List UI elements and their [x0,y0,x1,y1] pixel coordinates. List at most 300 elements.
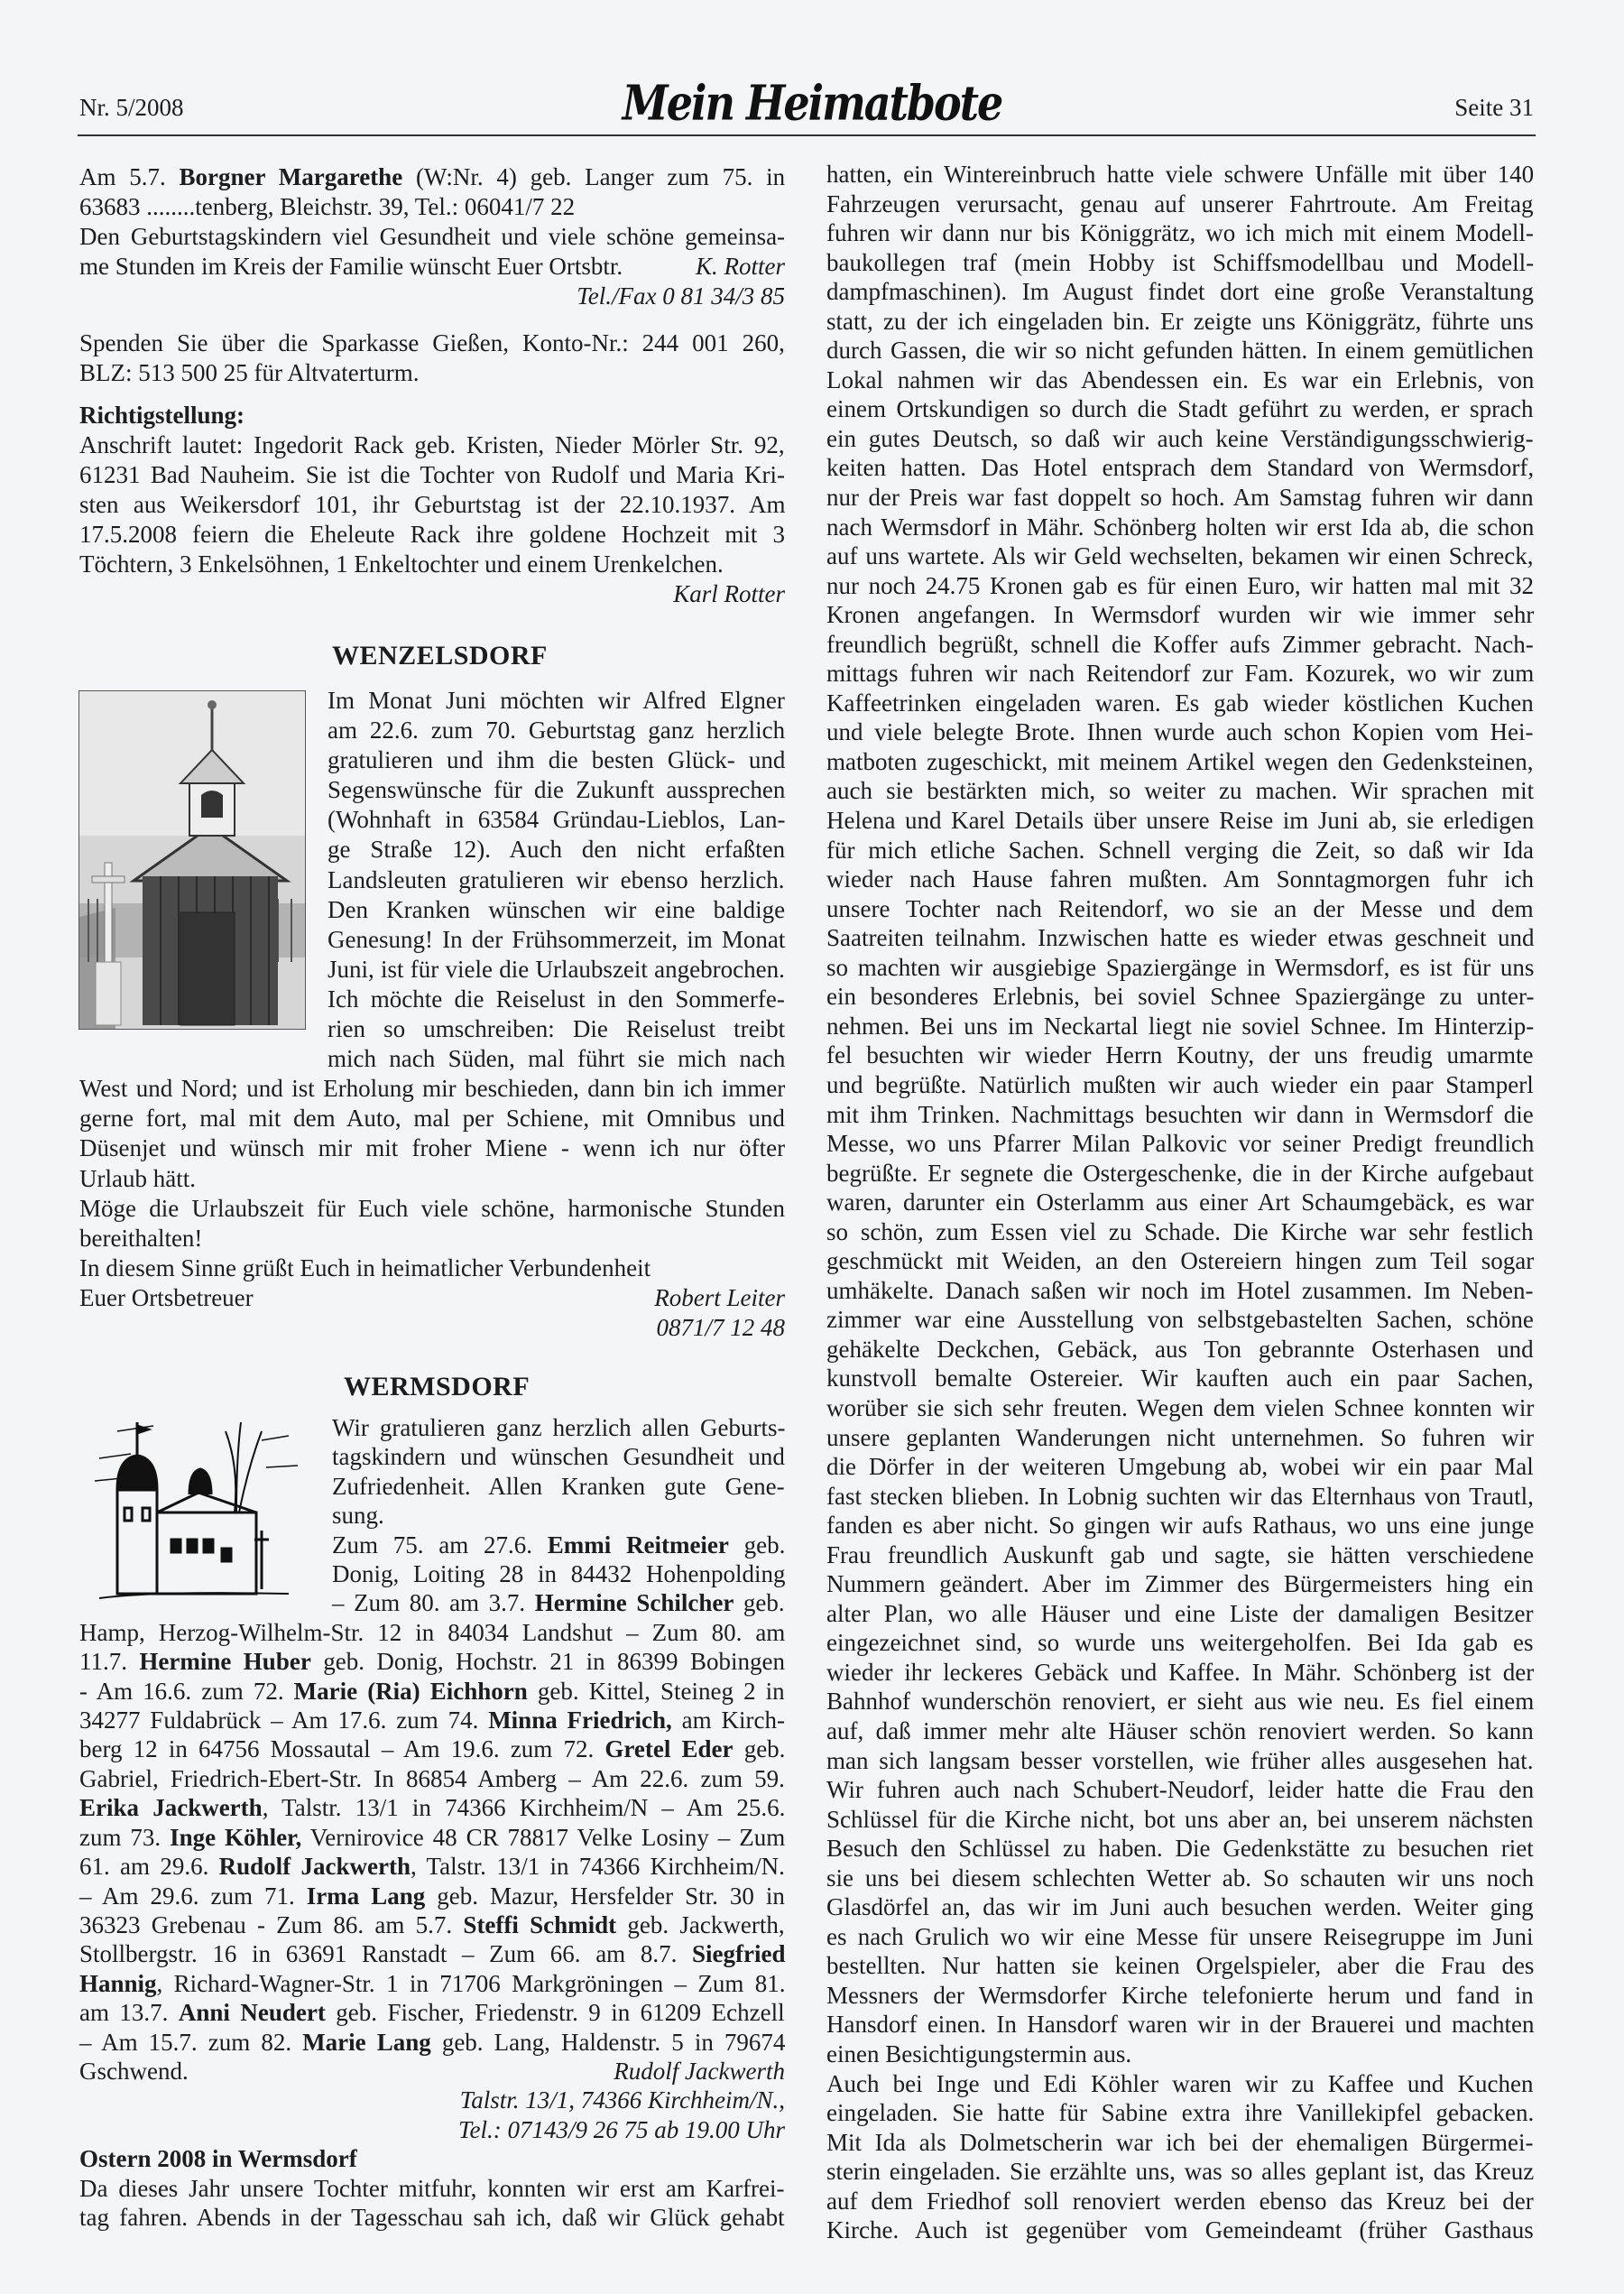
text-span: Zum 75. am 27.6. [332,1531,548,1559]
text-span: (W:Nr. 4) geb. Langer zum 75. in [402,163,786,190]
text-line [826,1159,1534,1189]
text-line [826,1482,1534,1512]
text-line [826,894,1534,924]
text-span: auch sie bestärkten mich, so weiter zu machen. Wir sprachen mit [826,777,1535,805]
text-line [826,1834,1534,1864]
text-span: Besuch den Schlüssel zu haben. Die Gedenkstätte zu besuchen riet [826,1835,1534,1863]
text-span: freundlich begrüßt, schnell die Koffer aufs Zimmer gebracht. Nach- [826,630,1534,658]
text-line [826,717,1534,747]
text-line [79,745,785,775]
text-line [79,1647,785,1676]
text-span: Kaffeetrinken eingeladen waren. Es gab wieder köstlichen Kuchen [826,689,1534,717]
text-span: keiten hatten. Das Hotel entsprach dem Standard von Wermsdorf, [826,454,1535,482]
text-line [826,1246,1534,1276]
text-span: Anschrift lautet: Ingedorit Rack geb. Kristen, Nieder Mörler Str. 92, [79,431,785,458]
wenzelsdorf-article [79,686,785,1343]
text-span: Den Kranken wünschen wir eine baldige [328,895,786,923]
text-line [826,1805,1534,1835]
text-span: es nach Grulich wo wir eine Messe für unsere Reisegruppe im Juni [826,1922,1534,1950]
text-span: Euer Ortsbetreuer [79,1283,254,1311]
text-span: Messners der Wermsdorfer Kirche telefonierte herum und fand in [826,1981,1534,2009]
text-line [79,1618,785,1647]
text-span: Hamp, Herzog-Wilhelm-Str. 12 in 84034 Landshut – Zum 80. am [79,1618,786,1646]
text-line [826,1100,1534,1130]
masthead-logo [622,70,1002,135]
text-line [79,1133,785,1163]
text-line [79,1104,785,1133]
text-line [826,277,1534,307]
text-line [826,1423,1534,1453]
text-line [79,2028,785,2057]
text-line [79,1074,785,1104]
author-signature: Karl Rotter [673,580,785,607]
text-span: baukollegen traf (mein Hobby ist Schiffsmodellbau und Modell- [826,248,1535,276]
text-line [826,1452,1534,1482]
text-span: BLZ: 513 500 25 für Altvaterturm. [79,359,420,386]
text-line [79,1910,785,1939]
text-span: 36323 Grebenau - Zum 86. am 5.7. [79,1910,464,1938]
text-span: Landsleuten gratulieren wir ebenso herzlich. [328,865,785,893]
text-span: 61231 Bad Nauheim. Sie ist die Tochter von Rudolf und Maria Kri- [79,461,785,488]
subheading: Richtigstellung: [79,402,245,429]
text-line [79,835,785,865]
text-line [826,1951,1534,1981]
person-name: Irma Lang [306,1882,426,1910]
text-line [79,1882,785,1910]
text-line [826,453,1534,483]
text-span: sten aus Weikersdorf 101, ihr Geburtstag ist der 22.10.1937. Am [79,491,786,518]
text-span: Den Geburtstagskindern viel Gesundheit und viele schöne gemeinsa- [79,223,786,250]
text-line [79,579,785,609]
text-line [79,1939,785,1968]
text-span: umhäkelte. Danach saßen wir noch im Hotel zusammen. Im Neben- [826,1276,1534,1304]
text-line [826,513,1534,542]
text-span: Messe, wo uns Pfarrer Milan Palkovic vor seiner Predigt freundlich [826,1130,1535,1158]
text-line [826,1393,1534,1423]
text-span: geb. [733,1735,786,1763]
text-span: berg 12 in 64756 Mossautal – Am 19.6. zum 72. [79,1735,605,1763]
text-span: Mit Ida als Dolmetscherin war ich bei der ehemaligen Bürgermei- [826,2128,1534,2156]
text-line [826,2215,1534,2245]
person-name: Marie Lang [302,2028,431,2056]
text-span: – Am 29.6. zum 71. [79,1882,307,1910]
text-line [79,1194,785,1224]
section-title-wenzelsdorf: WENZELSDORF [332,641,548,671]
person-name: Minna Friedrich, [488,1707,672,1734]
birthday-notice [79,162,785,311]
text-line [826,2157,1534,2187]
text-span: und viele belegte Brote. Ihnen wurde auch schon Kopien vom Hei- [826,718,1534,746]
text-line [79,1501,785,1530]
text-span: Vernirovice 48 CR 78817 Velke Losiny – Zum [301,1823,786,1851]
text-line [79,520,785,550]
text-line [79,805,785,835]
person-name: Rudolf Jackwerth [218,1853,411,1881]
text-line [826,1276,1534,1306]
text-line [79,1764,785,1793]
text-line [826,982,1534,1012]
text-span: Kronen angefangen. In Wermsdorf wurden wir wie immer sehr [826,601,1535,629]
text-span: geb. Jackwerth, [616,1910,785,1938]
text-line [79,1442,785,1471]
text-line [79,328,785,358]
text-line [79,222,785,252]
text-span: ein besonderes Erlebnis, bei soviel Schnee Spaziergänge zu unter- [826,983,1535,1011]
donation-notice [79,328,785,388]
text-span: – Zum 80. am 3.7. [332,1589,535,1617]
text-line [826,365,1534,395]
text-line [79,2115,785,2144]
text-line [79,1969,785,1998]
text-span: Kirche. Auch ist gegenüber vom Gemeindeamt (früher Gasthaus [826,2216,1534,2244]
text-line [826,1658,1534,1688]
text-span: Da dieses Jahr unsere Tochter mitfuhr, konnten wir erst am Karfrei- [79,2174,785,2202]
person-name: Marie (Ria) Eichhorn [293,1677,528,1705]
author-signature: Robert Leiter [654,1283,785,1311]
text-span: geb. Kittel, Steineg 2 in [527,1677,785,1705]
text-line [79,865,785,895]
text-span: zum 73. [79,1823,171,1851]
text-line [79,2086,785,2114]
text-line [826,1716,1534,1746]
text-line [826,1981,1534,2011]
text-span: so machten wir ausgiebige Spaziergänge in Wermsdorf, es ist für uns [826,953,1535,981]
author-signature: Tel.: 07143/9 26 75 ab 19.00 Uhr [457,2115,785,2143]
text-line [826,1864,1534,1893]
text-span: Glasdörfel an, das wir im Juni auch besuchen werden. Weiter ging [826,1893,1534,1921]
text-span: fuhren wir dann nur bis Königgrätz, wo ich mich mit einem Modell- [826,219,1534,247]
text-span: West und Nord; und ist Erholung mir beschieden, dann bin ich immer [79,1075,786,1103]
text-line [826,1687,1534,1716]
text-line [79,985,785,1014]
text-span: statt, zu der ich eingeladen bin. Er zeigte uns Königgrätz, führte uns [826,307,1534,335]
text-line [79,716,785,745]
text-span: 63683 ........tenberg, Bleichstr. 39, Tel.: 06041/7 22 [79,193,576,220]
text-span: nach Wermsdorf in Mähr. Schönberg holten wir erst Ida ab, die schon [826,513,1535,541]
text-span: sterin eingeladen. Sie erzählte uns, was so alles geplant ist, das Kreuz [826,2158,1535,2186]
text-line [79,1588,785,1617]
text-span: Juni, ist für viele die Urlaubszeit angebrochen. [328,955,785,983]
text-line [826,1012,1534,1041]
text-line [826,659,1534,689]
text-line [79,2174,785,2203]
person-name: Hannig [79,1969,157,1997]
text-span: mit ihm Trinken. Nachmittags besuchten wir dann in Wermsdorf die [826,1100,1534,1128]
text-span: ge Straße 12). Auch den nicht erfaßten [328,836,786,864]
text-span: die Dörfer in der weiteren Umgebung ab, wobei wir ein paar Mal [826,1453,1534,1481]
text-span: waren, darunter ein Osterlamm aus einer Art Schaumgebäck, es war [826,1189,1534,1216]
text-line [79,2057,785,2086]
text-line [79,925,785,955]
text-span: wieder nach Hause fahren mußten. Am Sonntagmorgen fuhr ich [826,865,1535,893]
text-span: zimmer war eine Ausstellung von selbstgebastelten Sachen, schöne [826,1306,1534,1334]
text-span: einen Besichtigungstermin aus. [826,2040,1132,2067]
text-line [79,1164,785,1194]
text-span: geb. Donig, Hochstr. 21 in 86399 Bobingen [310,1648,785,1676]
text-line [826,1922,1534,1952]
text-line [79,1852,785,1881]
text-span: und begrüßte. Natürlich mußten wir auch wieder ein paar Stamperl [826,1070,1534,1098]
text-line [826,1569,1534,1599]
text-line [826,1070,1534,1100]
text-line [79,430,785,460]
text-line [79,1224,785,1253]
text-span: Nummern geändert. Aber im Zimmer des Bürgermeisters hing ein [826,1570,1534,1598]
text-line [79,895,785,925]
text-span: auf dem Friedhof soll renoviert werden ebenso das Kreuz bei der [826,2187,1534,2215]
text-line [79,775,785,805]
text-span: , Richard-Wagner-Str. 1 in 71706 Markgröningen – Zum 81. [156,1969,786,1997]
text-line [79,162,785,192]
text-span: 61. am 29.6. [79,1853,219,1881]
text-line [826,1129,1534,1159]
text-span: rien so umschreiben: Die Reiselust treibt [328,1015,786,1043]
text-span: am 22.6. zum 70. Geburtstag ganz herzlich [328,717,786,745]
text-span: nur der Preis war fast doppelt so hoch. Am Samstag fuhren wir dann [826,484,1534,512]
text-span: Am 5.7. [79,163,180,190]
text-line [826,1628,1534,1658]
text-span: bereithalten! [79,1224,203,1252]
text-span: geb. [728,1531,786,1559]
text-span: fanden es aber nicht. So gingen wir aufs Rathaus, wo uns eine junge [826,1512,1535,1540]
person-name: Inge Köhler, [170,1823,302,1851]
text-line [826,1511,1534,1540]
text-span: mich nach Süden, mal führt sie mich nach [328,1045,786,1073]
text-line [79,1253,785,1283]
text-span: auf uns wartete. Als wir Geld wechselten, bekamen wir einen Schreck, [826,542,1534,570]
text-line [826,541,1534,571]
page-number: Seite 31 [1454,94,1534,121]
text-line [79,358,785,388]
text-line [79,1998,785,2027]
issue-number: Nr. 5/2008 [79,94,184,121]
text-line [826,865,1534,894]
text-span: unsere geplanten Wanderungen nicht unternehmen. So fuhren wir [826,1423,1535,1451]
author-signature: Tel./Fax 0 81 34/3 85 [577,282,785,310]
person-name: Steffi Schmidt [463,1910,617,1938]
text-span: worüber sie sich sehr freuten. Wegen dem vielen Schnee konnten wir [826,1393,1535,1421]
text-line [826,1892,1534,1922]
text-span: Spenden Sie über die Sparkasse Gießen, Konto-Nr.: 244 001 260, [79,329,785,356]
text-span: durch Gassen, die wir so nicht gefunden hätten. In einem gemütlichen [826,337,1534,365]
text-line [826,1335,1534,1364]
text-span: Schlüssel für die Kirche nicht, bot uns aber an, bei unserem nächsten [826,1805,1534,1833]
text-line [79,1044,785,1074]
text-line [826,689,1534,718]
text-span: Gschwend. [79,2057,189,2085]
text-span: In diesem Sinne grüßt Euch in heimatlicher Verbundenheit [79,1253,651,1281]
text-span: – Am 15.7. zum 82. [79,2028,303,2056]
text-line [826,1364,1534,1393]
text-line [826,2098,1534,2128]
text-line [826,307,1534,337]
author-signature: Talstr. 13/1, 74366 Kirchheim/N., [459,2086,785,2114]
text-span: hatten, ein Wintereinbruch hatte viele schwere Unfälle mit über 140 [826,161,1535,188]
text-line [826,483,1534,513]
text-span: alter Plan, wo alle Häuser und eine Liste der damaligen Besitzer [826,1599,1534,1627]
text-span: eingezeichnet sind, so wurde uns weitergeholfen. Bei Ida gab es [826,1629,1534,1657]
text-line [826,630,1534,660]
text-line [826,336,1534,365]
text-line [826,1188,1534,1217]
text-line [826,248,1534,278]
logo-text: Mein Heimatbote [622,74,1002,132]
text-span: Wir gratulieren ganz herzlich allen Geburts- [332,1414,786,1441]
text-span: Bahnhof wunderschön renoviert, er sieht aus wie neu. Es fiel einem [826,1688,1535,1716]
text-span: Frau freundlich Auskunft gab und sagte, sie hätten verschiedene [826,1540,1535,1568]
text-span: Genesung! In der Frühsommerzeit, im Monat [328,925,786,953]
section-title-wermsdorf: WERMSDORF [344,1372,531,1401]
text-line [826,747,1534,777]
text-span: geb. [734,1589,785,1617]
text-span: gratulieren und ihm die besten Glück- und [328,746,786,774]
text-span: eingeladen. Sie hatte für Sabine extra ihre Vanillekipfel gebacken. [826,2099,1535,2127]
text-span: 34277 Fuldabrück – Am 17.6. zum 74. [79,1707,489,1734]
text-span: Hansdorf einen. In Hansdorf waren wir in der Brauerei und machten [826,2011,1535,2039]
text-span: sie uns bei diesem schlechten Wetter ab. So schauten wir uns noch [826,1864,1535,1892]
text-line [826,776,1534,806]
text-span: ein gutes Deutsch, so daß wir auch keine Verständigungsschwierig- [826,424,1534,452]
person-name: Anni Neudert [178,1999,326,2027]
text-line [79,1413,785,1442]
text-span: Wir fuhren auch nach Schubert-Neudorf, leider hatte die Frau den [826,1776,1535,1804]
person-name: Erika Jackwerth [79,1794,263,1822]
author-signature: K. Rotter [696,253,785,280]
easter-article-continued [826,160,1534,2245]
text-line [79,401,785,430]
person-name: Gretel Eder [604,1735,734,1763]
text-line [826,218,1534,248]
text-line [826,806,1534,836]
text-line [826,1775,1534,1805]
text-span: Saatreiten teilnahm. Inzwischen hatte es wieder etwas geschneit und [826,924,1535,952]
text-line [826,394,1534,424]
text-span: 17.5.2008 feiern die Eheleute Rack ihre goldene Hochzeit mit 3 [79,521,786,548]
text-span: gehäkelte Deckchen, Gebäck, aus Ton gebrannte Osterhasen und [826,1335,1534,1363]
text-line [79,490,785,520]
text-line [826,836,1534,865]
text-line [79,955,785,985]
text-span: geb. Fischer, Friedenstr. 9 in 61209 Echzell [325,1999,785,2027]
text-span: Urlaub hätt. [79,1164,196,1192]
text-line [79,1677,785,1706]
text-span: matboten zugeschickt, mit meinem Artikel wegen den Gedenksteinen, [826,747,1534,775]
text-span: einem Ortskundigen so durch die Stadt geführt zu werden, er sprach [826,395,1534,423]
text-span: - Am 16.6. zum 72. [79,1677,294,1705]
text-line [826,190,1534,219]
subheading: Ostern 2008 in Wermsdorf [79,2145,357,2173]
text-line [79,460,785,490]
text-span: begrüßte. Er segnete die Ostergeschenke, die in der Kirche aufgebaut [826,1159,1534,1187]
text-line [79,1793,785,1822]
text-line [826,160,1534,190]
text-line [79,1531,785,1559]
correction-notice [79,401,785,609]
text-line [826,1746,1534,1776]
text-span: gerne fort, mal mit dem Auto, mal per Schiene, mit Omnibus und [79,1105,785,1133]
text-line [826,923,1534,953]
text-span: Helena und Karel Details über unsere Reise im Juni ab, sie erledigen [826,807,1535,835]
person-name: Emmi Reitmeier [547,1531,729,1559]
text-span: Gabriel, Friedrich-Ebert-Str. In 86854 Amberg – Am 22.6. zum 59. [79,1764,785,1792]
person-name: Borgner Margarethe [179,163,403,190]
text-span: wieder ihr leckeres Gebäck und Kaffee. In Mähr. Schönberg ist der [826,1658,1535,1686]
text-span: Im Monat Juni möchten wir Alfred Elgner [328,687,785,714]
text-span: nur noch 24.75 Kronen gab es für einen Euro, wir hatten mal mit 32 [826,571,1535,599]
text-line [79,1313,785,1343]
text-line [826,1217,1534,1247]
text-line [826,1599,1534,1629]
text-span: dampfmaschinen). Im August findet dort eine große Veranstaltung [826,278,1534,306]
text-span: 11.7. [79,1648,140,1676]
text-span: am Kirch- [671,1707,785,1734]
text-span: Lokal nahmen wir das Abendessen ein. Es war ein Erlebnis, von [826,365,1535,393]
text-span: Segenswünsche für die Zukunft aussprechen [328,776,786,804]
text-line [79,1283,785,1313]
text-span: unsere Tochter nach Reitendorf, wo sie an der Messe und dem [826,894,1534,922]
text-span: , Talstr. 13/1 in 74366 Kirchheim/N. [410,1853,785,1881]
text-span: Auch bei Inge und Edi Köhler waren wir zu Kaffee und Kuchen [826,2069,1534,2097]
text-line [826,2069,1534,2099]
text-span: für mich etliche Sachen. Schnell verging die Zeit, so daß wir Ida [826,836,1535,864]
text-span: Donig, Loiting 28 in 84432 Hohenpolding [332,1560,786,1588]
text-line [79,1734,785,1763]
text-span: geb. Mazur, Hersfelder Str. 30 in [425,1882,785,1910]
text-span: Fahrzeugen verursacht, genau auf unserer Fahrtroute. Am Freitag [826,190,1534,217]
author-signature: 0871/7 12 48 [656,1313,785,1341]
text-line [79,1472,785,1501]
text-line [826,1540,1534,1570]
text-span: Ich möchte die Reiselust in den Sommerfe- [328,985,785,1013]
text-line [79,252,785,282]
text-span: (Wohnhaft in 63584 Gründau-Lieblos, Lan- [328,806,786,834]
text-span: kunstvoll bemalte Ostereier. Wir kauften auch ein paar Sachen, [826,1364,1534,1392]
text-span: Töchtern, 3 Enkelsöhnen, 1 Enkeltochter und einem Urenkelchen. [79,550,724,578]
author-signature: Rudolf Jackwerth [614,2057,785,2085]
text-span: am 13.7. [79,1999,179,2027]
text-span: auf, daß immer mehr alte Häuser schön renoviert werden. So kann [826,1716,1534,1744]
text-span: Zufriedenheit. Allen Kranken gute Gene- [332,1472,785,1500]
text-line [826,2040,1534,2069]
text-span: tag fahren. Abends in der Tagesschau sah ich, daß wir Glück gehabt [79,2203,785,2231]
text-line [79,686,785,716]
text-line [79,2203,785,2232]
text-span: tagskindern und wünschen Gesundheit und [332,1443,785,1471]
text-line [826,2128,1534,2158]
text-line [79,1823,785,1852]
text-line [79,1014,785,1044]
text-span: Düsenjet und wünsch mir mit froher Miene - wenn ich nur öfter [79,1134,786,1162]
person-name: Hermine Schilcher [534,1589,734,1617]
text-span: geschmückt mit Weiden, an den Ostereiern hingen zum Teil sogar [826,1247,1535,1275]
text-span: nehmen. Bei uns im Neckartal liegt nie soviel Schnee. Im Hinterzip- [826,1012,1535,1040]
text-span: fel besuchten wir wieder Herrn Koutny, der uns freudig umarmte [826,1041,1534,1069]
person-name: Hermine Huber [139,1648,311,1676]
text-span: , Talstr. 13/1 in 74366 Kirchheim/N – Am 25.6. [262,1794,786,1822]
text-span: sung. [332,1502,384,1530]
person-name: Siegfried [692,1940,786,1968]
text-span: bestellten. Nur hatten sie keinen Orgelspieler, aber die Frau des [826,1952,1535,1980]
text-span: mittags fuhren wir nach Reitendorf zur Fam. Kozurek, wo wir zum [826,660,1535,688]
text-line [826,424,1534,454]
header-rule [78,134,1536,136]
text-line [79,192,785,222]
text-line [826,571,1534,601]
text-line [79,550,785,579]
text-span: geb. Lang, Haldenstr. 5 in 79674 [430,2028,786,2056]
text-line [79,1559,785,1588]
text-line [826,600,1534,630]
